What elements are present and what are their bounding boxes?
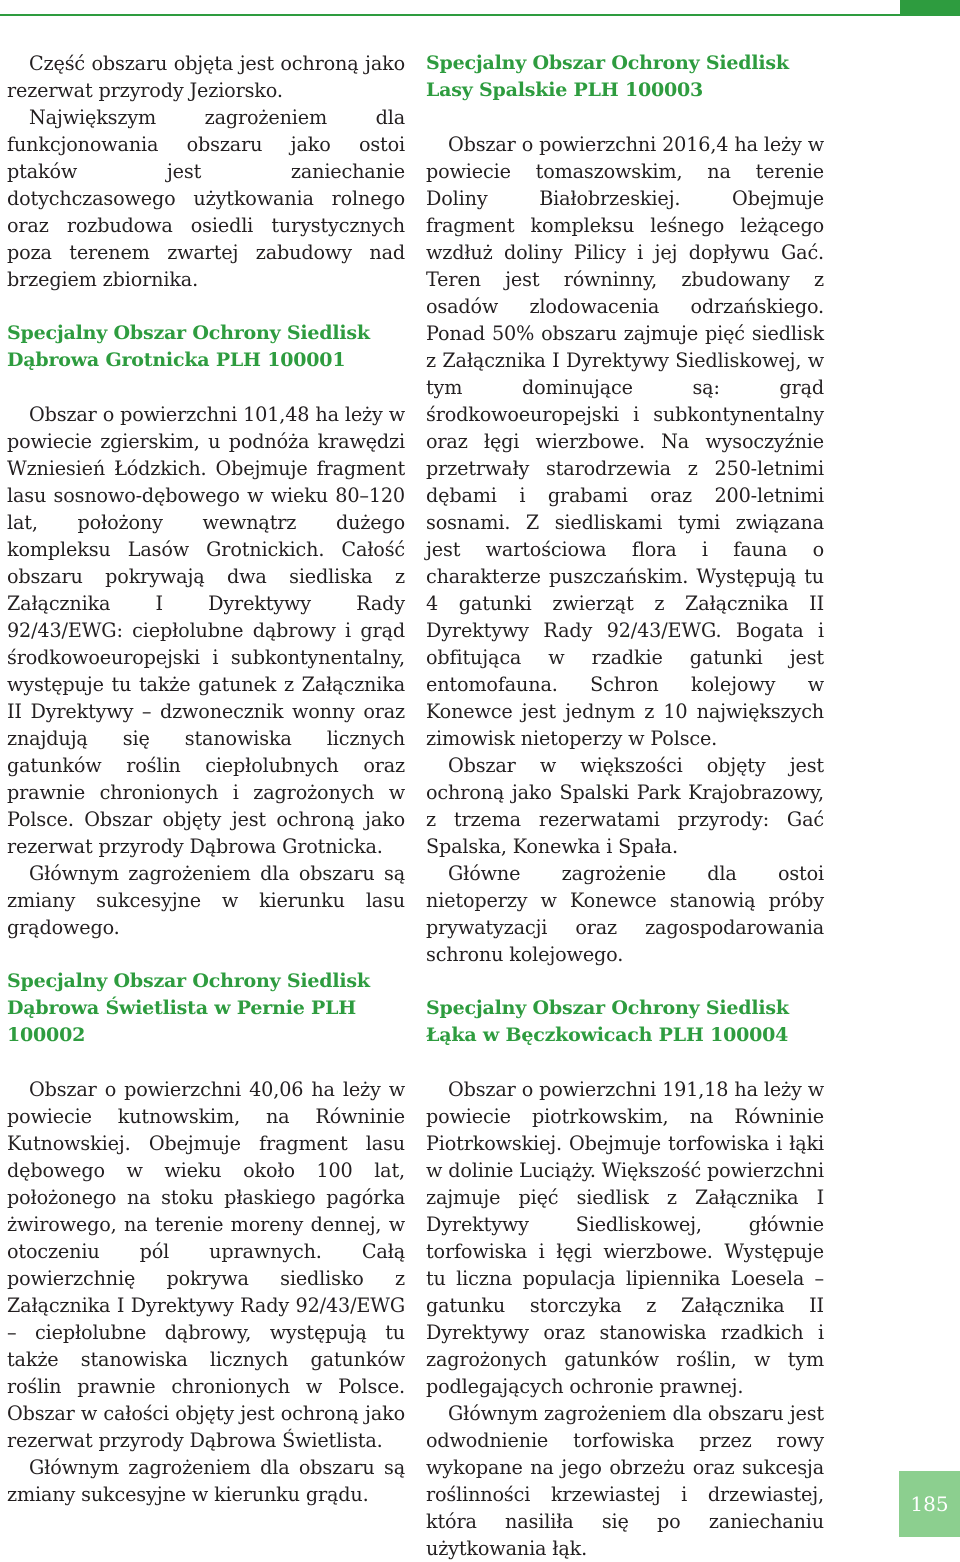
paragraph: Obszar o powierzchni 191,18 ha leży w powiecie piotrkowskim, na Równinie Piotrkowskiej. Obejmuje torfowiska i łąki w dolinie Luciąży. Większość powierzchni zajmuje pięć siedlisk z Załącznika I Dyrektywy Siedliskowej, głównie torfowiska i łęgi wierzbowe. Występuje tu liczna populacja lipiennika Loesela – gatunku storczyka z Załącznika II Dyrektywy oraz stanowiska rzadkich i zagrożonych gatunków roślin, w tym podlegających ochronie prawnej.	[426, 1078, 824, 1398]
header-accent-block	[900, 0, 960, 16]
paragraph: Głównym zagrożeniem dla obszaru są zmiany sukcesyjne w kierunku grądu.	[7, 1456, 405, 1506]
section-heading-lasy-spalskie: Specjalny Obszar Ochrony Siedlisk Lasy Spalskie PLH 100003	[426, 52, 789, 101]
page-number: 185	[899, 1471, 960, 1537]
section-heading-laka-beczkowice: Specjalny Obszar Ochrony Siedlisk Łąka w Bęczkowicach PLH 100004	[426, 997, 789, 1046]
paragraph: Głównym zagrożeniem dla obszaru jest odwodnienie torfowiska przez rowy wykopane na jego obrzeżu oraz sukcesja roślinności krzewiastej i drzewiastej, która nasiliła się po zaniechaniu użytkowania łąk.	[426, 1402, 824, 1560]
paragraph: Obszar w większości objęty jest ochroną jako Spalski Park Krajobrazowy, z trzema rezerwatami przyrody: Gać Spalska, Konewka i Spała.	[426, 754, 824, 858]
paragraph: Obszar o powierzchni 40,06 ha leży w powiecie kutnowskim, na Równinie Kutnowskiej. Obejmuje fragment lasu dębowego w wieku około 100 lat, położonego na stoku płaskiego pagórka żwirowego, na terenie moreny dennej, w otoczeniu pól uprawnych. Całą powierzchnię pokrywa siedlisko z Załącznika I Dyrektywy Rady 92/43/EWG – ciepłolubne dąbrowy, występują tu także stanowiska licznych gatunków roślin prawnie chronionych w Polsce. Obszar w całości objęty jest ochroną jako rezerwat przyrody Dąbrowa Świetlista.	[7, 1078, 405, 1452]
paragraph: Główne zagrożenie dla ostoi nietoperzy w Konewce stanowią próby prywatyzacji oraz zagospodarowania schronu kolejowego.	[426, 862, 824, 966]
paragraph: Największym zagrożeniem dla funkcjonowania obszaru jako ostoi ptaków jest zaniechanie dotychczasowego użytkowania rolnego oraz rozbudowa osiedli turystycznych poza terenem zwartej zabudowy nad brzegiem zbiornika.	[7, 106, 405, 291]
left-column	[7, 50, 405, 1508]
section-heading-dabrowa-grotnicka: Specjalny Obszar Ochrony Siedlisk Dąbrowa Grotnicka PLH 100001	[7, 322, 370, 371]
paragraph: Głównym zagrożeniem dla obszaru są zmiany sukcesyjne w kierunku lasu grądowego.	[7, 862, 405, 939]
paragraph: Obszar o powierzchni 2016,4 ha leży w powiecie tomaszowskim, na terenie Doliny Białobrzeskiej. Obejmuje fragment kompleksu leśnego leżącego wzdłuż doliny Pilicy i jej dopływu Gać. Teren jest równinny, zbudowany z osadów zlodowacenia odrzańskiego. Ponad 50% obszaru zajmuje pięć siedlisk z Załącznika I Dyrektywy Siedliskowej, w tym dominujące są: grąd środkowoeuropejski i subkontynentalny oraz łęgi wierzbowe. Na wysoczyźnie przetrwały starodrzewia z 250-letnimi dębami i grabami oraz 200-letnimi sosnami. Z siedliskami tymi związana jest wartościowa flora i fauna o charakterze puszczańskim. Występują tu 4 gatunki zwierząt z Załącznika II Dyrektywy Rady 92/43/EWG. Bogata i obfitująca w rzadkie gatunki jest entomofauna. Schron kolejowy w Konewce jest jednym z 10 największych zimowisk nietoperzy w Polsce.	[426, 133, 824, 750]
right-column	[426, 50, 824, 1562]
paragraph: Część obszaru objęta jest ochroną jako rezerwat przyrody Jeziorsko.	[7, 52, 405, 102]
paragraph: Obszar o powierzchni 101,48 ha leży w powiecie zgierskim, u podnóża krawędzi Wzniesień Łódzkich. Obejmuje fragment lasu sosnowo-dębowego w wieku 80–120 lat, położony wewnątrz dużego kompleksu Lasów Grotnickich. Całość obszaru pokrywają dwa siedliska z Załącznika I Dyrektywy Rady 92/43/EWG: ciepłolubne dąbrowy i grąd środkowoeuropejski i subkontynentalny, występuje tu także gatunek z Załącznika II Dyrektywy – dzwonecznik wonny oraz znajdują się stanowiska licznych gatunków roślin ciepłolubnych oraz prawnie chronionych i zagrożonych w Polsce. Obszar objęty jest ochroną jako rezerwat przyrody Dąbrowa Grotnicka.	[7, 403, 405, 858]
section-heading-dabrowa-swietlista: Specjalny Obszar Ochrony Siedlisk Dąbrowa Świetlista w Pernie PLH 100002	[7, 970, 370, 1046]
header-rule	[0, 14, 900, 16]
